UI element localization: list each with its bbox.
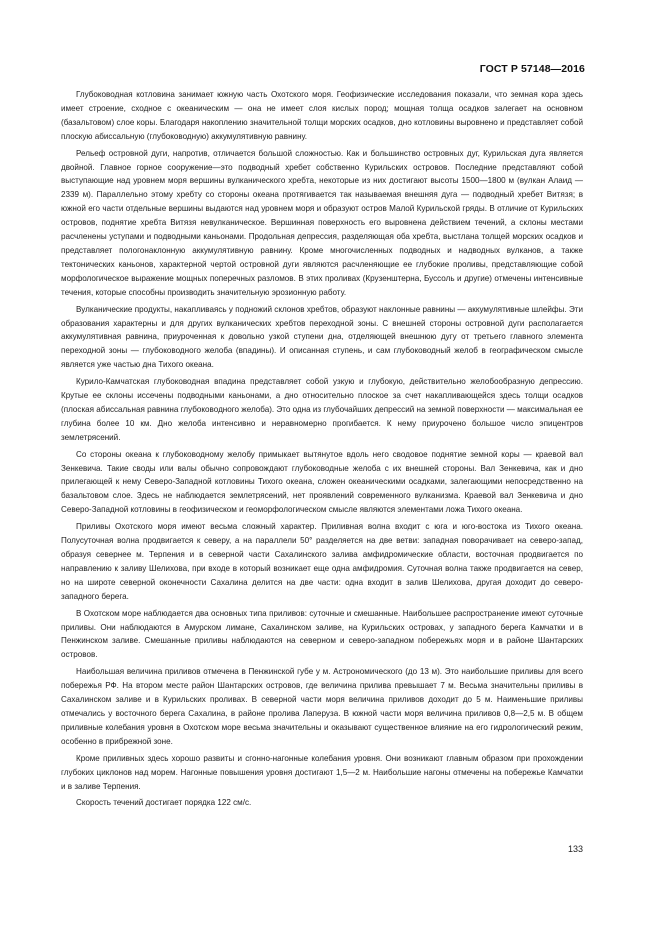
page-number: 133	[567, 844, 583, 854]
paragraph-current-speed: Скорость течений достигает порядка 122 см/с.	[76, 798, 252, 808]
paragraph-surge-levels: Кроме приливных здесь хорошо развиты и сгонно-нагонные колебания уровня. Они возникают главным образом при прохождении глубоких циклонов над морем. Нагонные повышения уровня достигают 1,5—2 м. Наибольшие нагоны отмечены на побережье Камчатки и в заливе Терпения.	[61, 753, 583, 791]
paragraph-deep-basin: Глубоководная котловина занимает южную часть Охотского моря. Геофизические исследования показали, что земная кора здесь имеет строение, сходное с океаническим — она не имеет слоя кислых пород; мощная толща осадков залегает на основном (базальтовом) слое коры. Благодаря накоплению значительной толщи морских осадков, дно котловины выровнено и представляет собой плоскую абиссальную (глубоководную) аккумулятивную равнину.	[61, 90, 583, 141]
paragraph-tide-types: В Охотском море наблюдается два основных типа приливов: суточные и смешанные. Наибольшее распространение имеют суточные приливы. Они наблюдаются в Амурском лимане, Сахалинском заливе, на Курильских островах, у западного берега Камчатки и в Пенжинском заливе. Смешанные приливы наблюдаются на северном и северо-западном побережьях моря и в районе Шантарских островов.	[61, 608, 583, 660]
paragraph-tide-magnitude: Наибольшая величина приливов отмечена в Пенжинской губе у м. Астрономического (до 13 м). Это наибольшие приливы для всего побережья РФ. На втором месте район Шантарских островов, где величина прилива превышает 7 м. Весьма значительны приливы в Сахалинском заливе и в Курильских проливах. В северной части моря величина приливов доходит до 5 м. Наименьшие приливы отмечались у восточного берега Сахалина, в районе пролива Лаперуза. В южной части моря величина приливов 0,8—2,5 м. В общем приливные колебания уровня в Охотском море весьма значительны и оказывают существенное влияние на его гидрологический режим, особенно в прибрежной зоне.	[61, 667, 583, 746]
paragraph-volcanic-products: Вулканические продукты, накапливаясь у подножий склонов хребтов, образуют наклонные равнины — аккумулятивные шлейфы. Эти образования характерны и для других вулканических хребтов переходной зоны. С внешней стороны островной дуги располагается аккумулятивная равнина, приуроченная к довольно узкой ступени дна, отделяющей внешнюю дугу от третьего главного элемента переходной зоны — глубоководного желоба (впадины). И описанная ступень, и сам глубоководный желоб в географическом смысле является уже частью дна Тихого океана.	[61, 304, 583, 370]
paragraph-kuril-kamchatka-trench: Курило-Камчатская глубоководная впадина представляет собой узкую и глубокую, действительно желобообразную депрессию. Крутые ее склоны иссечены подводными каньонами, а дно относительно плоское за счет накапливающейся здесь толщи осадков (плоская абиссальная равнина глубоководного желоба). Это одна из глубочайших депрессий на земной поверхности — максимальная ее глубина более 10 км. Дно желоба интенсивно и неравномерно прогибается. К нему приурочено большое число эпицентров землетрясений.	[61, 377, 583, 442]
paragraph-tides-character: Приливы Охотского моря имеют весьма сложный характер. Приливная волна входит с юга и юго-востока из Тихого океана. Полусуточная волна продвигается к северу, а на параллели 50° разделяется на две ветви: западная поворачивает на северо-запад, образуя севернее м. Терпения и в северной части Сахалинского залива амфидромические области, восточная продвигается по направлению к заливу Шелихова, при входе в который возникает еще одна амфидромия. Суточная волна также продвигается на север, но на широте северной оконечности Сахалина делится на две части: одна входит в залив Шелихова, другая доходит до северо-западного берега.	[61, 522, 583, 601]
paragraph-island-arc-relief: Рельеф островной дуги, напротив, отличается большой сложностью. Как и большинство островных дуг, Курильская дуга является двойной. Главное горное сооружение—это подводный хребет собственно Курильских островов. Последние представляют собой выступающие над уровнем моря вершины вулканического хребта, некоторые из них достигают высоты 1500—1800 м (вулкан Алаид — 2339 м). Параллельно этому хребту со стороны океана протягивается так называемая внешняя дуга — подводный хребет Витязя; в южной его части отдельные вершины выдаются над уровнем моря и образуют остров Малой Курильской гряды. В отличие от Курильских островов, поднятие хребта Витязя невулканическое. Вершинная поверхность его выровнена действием течений, а склоны местами расчленены уступами и подводными каньонами. Продольная депрессия, разделяющая оба хребта, выстлана толщей морских осадков и представляет пологонаклонную аккумулятивную равнину. Кроме многочисленных подводных и надводных вулканов, а также тектонических каньонов, характерной чертой островной дуги являются расчленяющие ее глубокие проливы, представляющие собой морфологическое выражение мощных поперечных разломов. В этих проливах (Крузенштерна, Буссоль и другие) отмечены интенсивные течения, которые способны производить значительную эрозионную работу.	[61, 148, 583, 297]
paragraph-zenkevich-swell: Со стороны океана к глубоководному желобу примыкает вытянутое вдоль него сводовое поднятие земной коры — краевой вал Зенкевича. Такие своды или валы обычно сопровождают глубоководные желоба с их внешней стороны. Вал Зенкевича, как и дно прилегающей к нему Северо-Западной котловины Тихого океана, сложен океаническими осадками, залегающими непосредственно на базальтовом слое. Здесь не наблюдается землетрясений, нет проявлений современного вулканизма. Краевой вал Зенкевича и дно Северо-Западной котловины в геофизическом и геоморфологическом смысле являются элементами ложа Тихого океана.	[61, 449, 583, 515]
document-body	[61, 88, 583, 813]
document-header: ГОСТ Р 57148—2016	[479, 63, 585, 75]
